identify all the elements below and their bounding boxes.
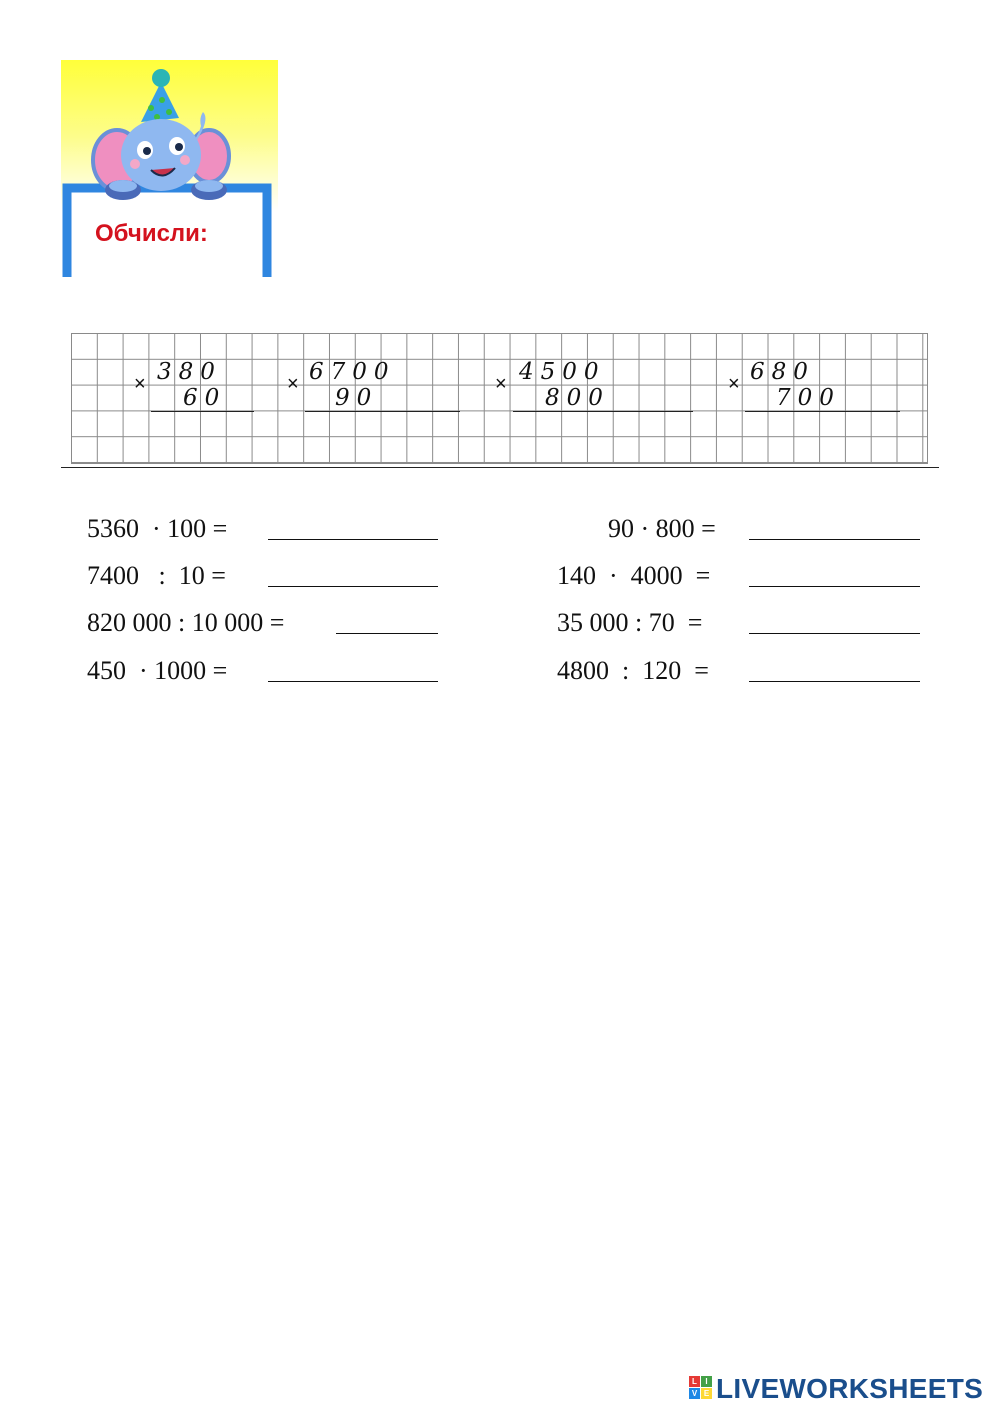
- multiplier: 800: [545, 385, 610, 411]
- equation-right-3: 35 000 : 70 =: [557, 608, 703, 637]
- logo-letter-e: E: [701, 1388, 712, 1399]
- answer-blank-left-2[interactable]: [268, 586, 438, 587]
- answer-blank-left-4[interactable]: [268, 681, 438, 682]
- answer-blank-left-3[interactable]: [336, 633, 438, 634]
- header-illustration: [61, 60, 278, 277]
- answer-blank-right-2[interactable]: [749, 586, 920, 587]
- equation-left-2: 7400 : 10 =: [87, 561, 226, 590]
- equation-right-2: 140 · 4000 =: [557, 561, 711, 590]
- multiplicand: 380: [157, 359, 222, 385]
- multiply-sign: ×: [134, 373, 146, 395]
- answer-blank-right-4[interactable]: [749, 681, 920, 682]
- brand-name: LIVEWORKSHEETS: [716, 1373, 984, 1404]
- liveworksheets-logo[interactable]: [689, 1373, 989, 1405]
- answer-line: [151, 411, 254, 412]
- answer-blank-left-1[interactable]: [268, 539, 438, 540]
- multiplicand: 4500: [519, 359, 606, 385]
- liveworksheets-logo-icon: [689, 1376, 713, 1400]
- equation-left-1: 5360 · 100 =: [87, 514, 228, 543]
- equation-left-4: 450 · 1000 =: [87, 656, 228, 685]
- multiplier: 90: [335, 385, 379, 411]
- answer-line: [513, 411, 693, 412]
- multiply-sign: ×: [495, 373, 507, 395]
- answer-blank-right-1[interactable]: [749, 539, 920, 540]
- answer-line: [745, 411, 900, 412]
- answer-line: [305, 411, 460, 412]
- page-title: Обчисли:: [95, 220, 208, 247]
- equation-left-3: 820 000 : 10 000 =: [87, 608, 285, 637]
- section-divider: [61, 467, 939, 468]
- multiplier: 60: [183, 385, 227, 411]
- equation-right-1: 90 · 800 =: [608, 514, 716, 543]
- multiplicand: 6700: [309, 359, 396, 385]
- logo-letter-l: L: [689, 1376, 700, 1387]
- multiply-sign: ×: [287, 373, 299, 395]
- answer-blank-right-3[interactable]: [749, 633, 920, 634]
- multiplicand: 680: [750, 359, 815, 385]
- logo-letter-v: V: [689, 1388, 700, 1399]
- equation-right-4: 4800 : 120 =: [557, 656, 709, 685]
- multiply-sign: ×: [728, 373, 740, 395]
- multiplier: 700: [776, 385, 841, 411]
- logo-letter-i: I: [701, 1376, 712, 1387]
